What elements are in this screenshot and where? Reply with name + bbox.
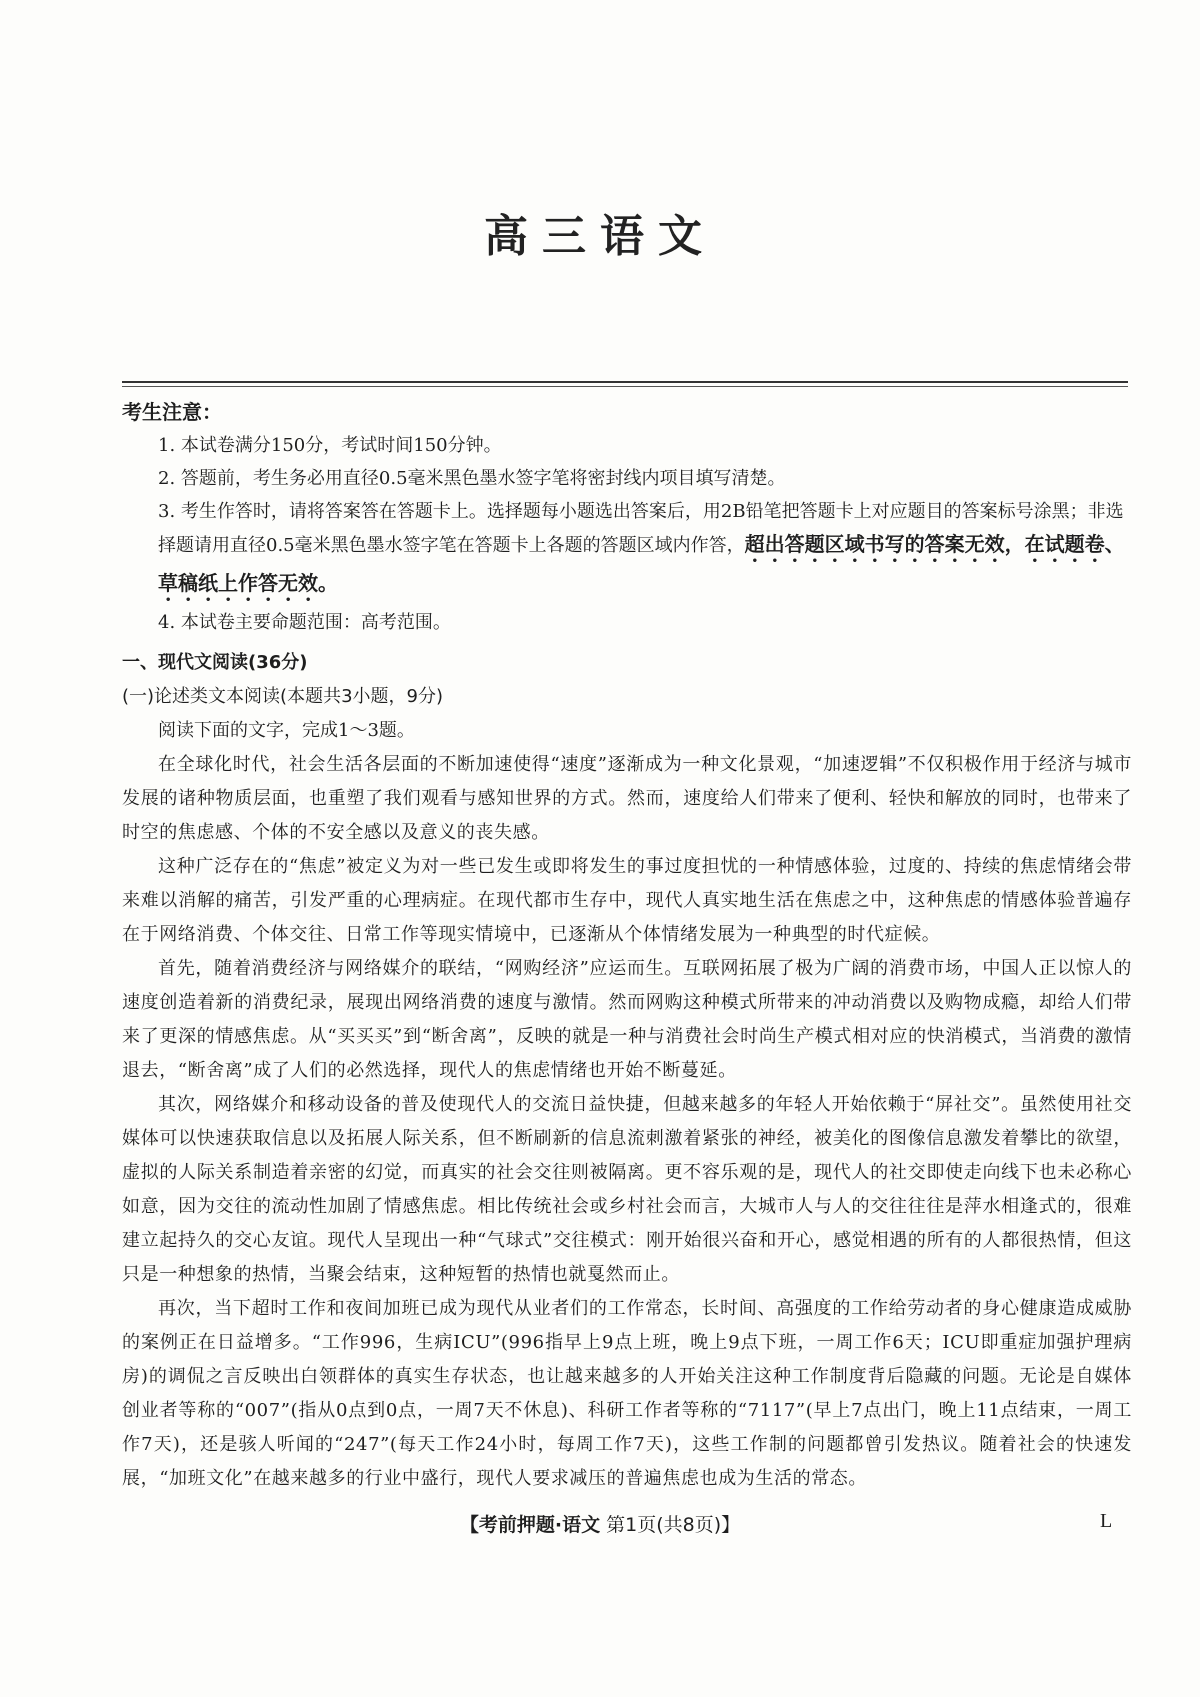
divider-bottom: [122, 386, 1128, 387]
subsection-heading: (一)论述类文本阅读(本题共3小题，9分): [122, 686, 443, 707]
section-heading: 一、现代文阅读(36分): [122, 652, 308, 673]
passage-paragraph: 再次，当下超时工作和夜间加班已成为现代从业者们的工作常态，长时间、高强度的工作给劳动者的身心健康造成威胁的案例正在日益增多。“工作996，生病ICU”(996指早上9点上班，晚上9点下班，一周工作6天；ICU即重症加强护理病房)的调侃之言反映出白领群体的真实生存状态，也让越来越多的人开始关注这种工作制度背后隐藏的问题。无论是自媒体创业者等称的“007”(指从0点到0点，一周7天不休息)、科研工作者等称的“7117”(早上7点出门，晚上11点结束，一周工作7天)，还是骇人听闻的“247”(每天工作24小时，每周工作7天)，这些工作制的问题都曾引发热议。随着社会的快速发展，“加班文化”在越来越多的行业中盛行，现代人要求减压的普遍焦虑也成为生活的常态。: [122, 1298, 1132, 1489]
notice-item-text: 3. 考生作答时，请将答案答在答题卡上。选择题每小题选出答案后，用2B铅笔把答题卡上对应题目的答案标号涂黑；非选择题请用直径0.5毫米黑色墨水签字笔在答题卡上各题的答题区域内作答，: [158, 501, 1124, 556]
passage-paragraph: 其次，网络媒介和移动设备的普及使现代人的交流日益快捷，但越来越多的年轻人开始依赖于“屏社交”。虽然使用社交媒体可以快速获取信息以及拓展人际关系，但不断刷新的信息流刺激着紧张的神经，被美化的图像信息激发着攀比的欲望，虚拟的人际关系制造着亲密的幻觉，而真实的社会交往则被隔离。更不容乐观的是，现代人的社交即使走向线下也未必称心如意，因为交往的流动性加剧了情感焦虑。相比传统社会或乡村社会而言，大城市人与人的交往往往是萍水相逢式的，很难建立起持久的交心友谊。现代人呈现出一种“气球式”交往模式：刚开始很兴奋和开心，感觉相遇的所有的人都很热情，但这只是一种想象的热情，当聚会结束，这种短暂的热情也就戛然而止。: [122, 1094, 1132, 1285]
passage-paragraph: 这种广泛存在的“焦虑”被定义为对一些已发生或即将发生的事过度担忧的一种情感体验，过度的、持续的焦虑情绪会带来难以消解的痛苦，引发严重的心理病症。在现代都市生存中，现代人真实地生活在焦虑之中，这种焦虑的情感体验普遍存在于网络消费、个体交往、日常工作等现实情境中，已逐渐从个体情绪发展为一种典型的时代症候。: [122, 856, 1132, 945]
notice-item: 4. 本试卷主要命题范围：高考范围。: [158, 612, 451, 633]
notice-item-3: [122, 495, 1132, 606]
corner-mark: L: [1100, 1510, 1113, 1532]
notice-item: 2. 答题前，考生务必用直径0.5毫米黑色墨水签字笔将密封线内项目填写清楚。: [158, 468, 786, 489]
exam-notice: [122, 396, 1132, 639]
passage-paragraph: 首先，随着消费经济与网络媒介的联结，“网购经济”应运而生。互联网拓展了极为广阔的消费市场，中国人正以惊人的速度创造着新的消费纪录，展现出网络消费的速度与激情。然而网购这种模式所带来的冲动消费以及购物成瘾，却给人们带来了更深的情感焦虑。从“买买买”到“断舍离”，反映的就是一种与消费社会时尚生产模式相对应的快消模式，当消费的激情退去，“断舍离”成了人们的必然选择，现代人的焦虑情绪也开始不断蔓延。: [122, 958, 1132, 1081]
footer-label: 【考前押题·语文: [459, 1514, 601, 1536]
notice-heading: 考生注意：: [122, 400, 222, 424]
page-footer: [0, 1510, 1200, 1537]
reading-section: [122, 646, 1132, 1496]
passage-paragraph: 在全球化时代，社会生活各层面的不断加速使得“速度”逐渐成为一种文化景观，“加速逻辑”不仅积极作用于经济与城市发展的诸种物质层面，也重塑了我们观看与感知世界的方式。然而，速度给人们带来了便利、轻快和解放的同时，也带来了时空的焦虑感、个体的不安全感以及意义的丧失感。: [122, 754, 1132, 843]
instruction: 阅读下面的文字，完成1～3题。: [158, 720, 415, 741]
notice-emphasis: 超出答题区域书写的答案无效，在试题卷、草稿纸上作答无效。: [158, 532, 1125, 595]
notice-item: 1. 本试卷满分150分，考试时间150分钟。: [158, 435, 502, 456]
divider-top: [122, 381, 1128, 383]
footer-page-number: 第1页(共8页)】: [606, 1514, 741, 1536]
page-title: 高三语文: [484, 211, 716, 262]
